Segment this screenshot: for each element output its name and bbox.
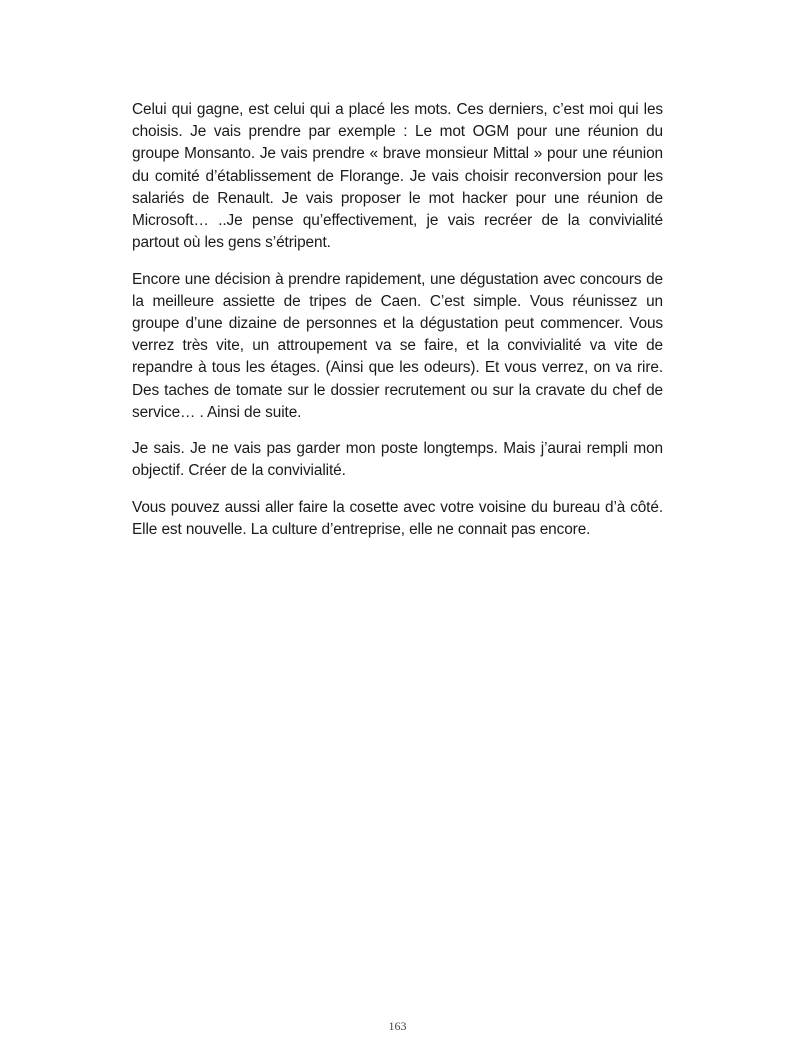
body-text xyxy=(132,99,663,555)
paragraph-3: Je sais. Je ne vais pas garder mon poste longtemps. Mais j’aurai rempli mon objectif. Créer de la convivialité. xyxy=(132,440,663,480)
paragraph-4: Vous pouvez aussi aller faire la cosette avec votre voisine du bureau d’à côté. Elle est nouvelle. La culture d’entreprise, elle ne connait pas encore. xyxy=(132,498,663,539)
paragraph-1: Celui qui gagne, est celui qui a placé les mots. Ces derniers, c’est moi qui les choisis. Je vais prendre par exemple : Le mot OGM pour une réunion du groupe Monsanto. Je vais prendre « brave monsieur Mittal » pour une réunion du comité d’établissement de Florange. Je vais choisir reconversion pour les salariés de Renault. Je vais proposer le mot hacker pour une réunion de Microsoft… ..Je pense qu’effectivement, je vais recréer de la convivialité partout où les gens s’étripent. xyxy=(132,101,663,252)
paragraph-2: Encore une décision à prendre rapidement, une dégustation avec concours de la meilleure assiette de tripes de Caen. C’est simple. Vous réunissez un groupe d’une dizaine de personnes et la dégustation peut commencer. Vous verrez très vite, un attroupement va se faire, et la convivialité va vite de repandre à tous les étages. (Ainsi que les odeurs). Et vous verrez, on va rire. Des taches de tomate sur le dossier recrutement ou sur la cravate du chef de service… . Ainsi de suite. xyxy=(132,270,663,421)
page-number: 163 xyxy=(388,1019,407,1033)
